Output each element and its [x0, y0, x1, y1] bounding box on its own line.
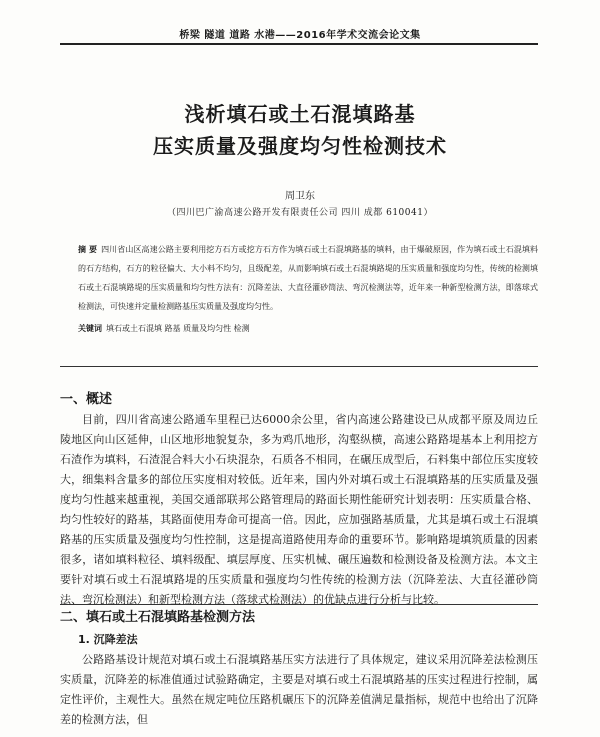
- header-rule: [60, 43, 538, 45]
- affiliation: （四川巴广渝高速公路开发有限责任公司 四川 成都 610041）: [167, 208, 433, 218]
- section-divider: [60, 604, 538, 605]
- abstract-label: 摘 要: [78, 245, 98, 254]
- author: 周卫东: [285, 191, 315, 202]
- section-heading-methods: 二、填石或土石混填路基检测方法: [60, 610, 256, 625]
- title-line-2: 压实质量及强度均匀性检测技术: [153, 134, 447, 158]
- subsection-heading-settlement: 1. 沉降差法: [78, 633, 138, 646]
- keywords-text: 填石或土石混填 路基 质量及均匀性 检测: [106, 324, 250, 333]
- keywords: [78, 323, 538, 334]
- section-heading-overview: 一、概述: [60, 392, 113, 407]
- title-line-1: 浅析填石或土石混填路基: [184, 102, 416, 126]
- abstract-text: 四川省山区高速公路主要利用挖方石方或挖方石方作为填石或土石混填路基的填料，由于爆破原因，作为填石或土石混填料的石方结构，石方的粒径偏大、大小料不均匀，且级配差，从而影响填石或土石混填路堤的压实质量和强度均匀性，传统的检测填石或土石混填路堤的压实质量和均匀性方法有：沉降差法、大直径灌砂筒法、弯沉检测法等，近年来一种新型检测方法，即落球式检测法，可快速并定量检测路基压实质量及强度均匀性。: [78, 245, 538, 311]
- running-header: 桥梁 隧道 道路 水港——2016年学术交流会论文集: [179, 30, 421, 41]
- section-paragraph-methods: 公路路基设计规范对填石或土石混填路基压实方法进行了具体规定，建议采用沉降差法检测压实质量，沉降差的标准值通过试验路确定，主要是对填石或土石混填路基的压实过程进行控制，属定性评价，主观性大。虽然在规定吨位压路机碾压下的沉降差值满足量指标，规范中也给出了沉降差的检测方法，但: [60, 653, 538, 726]
- keywords-label: 关键词: [78, 324, 102, 333]
- abstract: [78, 240, 538, 316]
- section-paragraph-overview: 目前，四川省高速公路通车里程已达6000余公里，省内高速公路建设已从成都平原及周边丘陵地区向山区延伸，山区地形地貌复杂，多为鸡爪地形，沟壑纵横，高速公路路堤基本上利用挖方石渣作为填料，石渣混合料大小石块混杂，石质各不相同，在碾压成型后，石料集中部位压实度较大，细集料含量多的部位压实度相对较低。近年来，国内外对填石或土石混填路基的压实质量及强度均匀性越来越重视，美国交通部联邦公路管理局的路面长期性能研究计划表明：压实质量合格、均匀性较好的路基，其路面使用寿命可提高一倍。因此，应加强路基质量，尤其是填石或土石混填路基的压实质量及强度均匀性控制，这是提高道路使用寿命的重要环节。影响路堤填筑质量的因素很多，诸如填料粒径、填料级配、填层厚度、压实机械、碾压遍数和检测设备及检测方法。本文主要针对填石或土石混填路堤的压实质量和强度均匀性传统的检测方法（沉降差法、大直径灌砂筒法、弯沉检测法）和新型检测方法（落球式检测法）的优缺点进行分析与比较。: [60, 413, 538, 606]
- section-divider: [60, 366, 538, 367]
